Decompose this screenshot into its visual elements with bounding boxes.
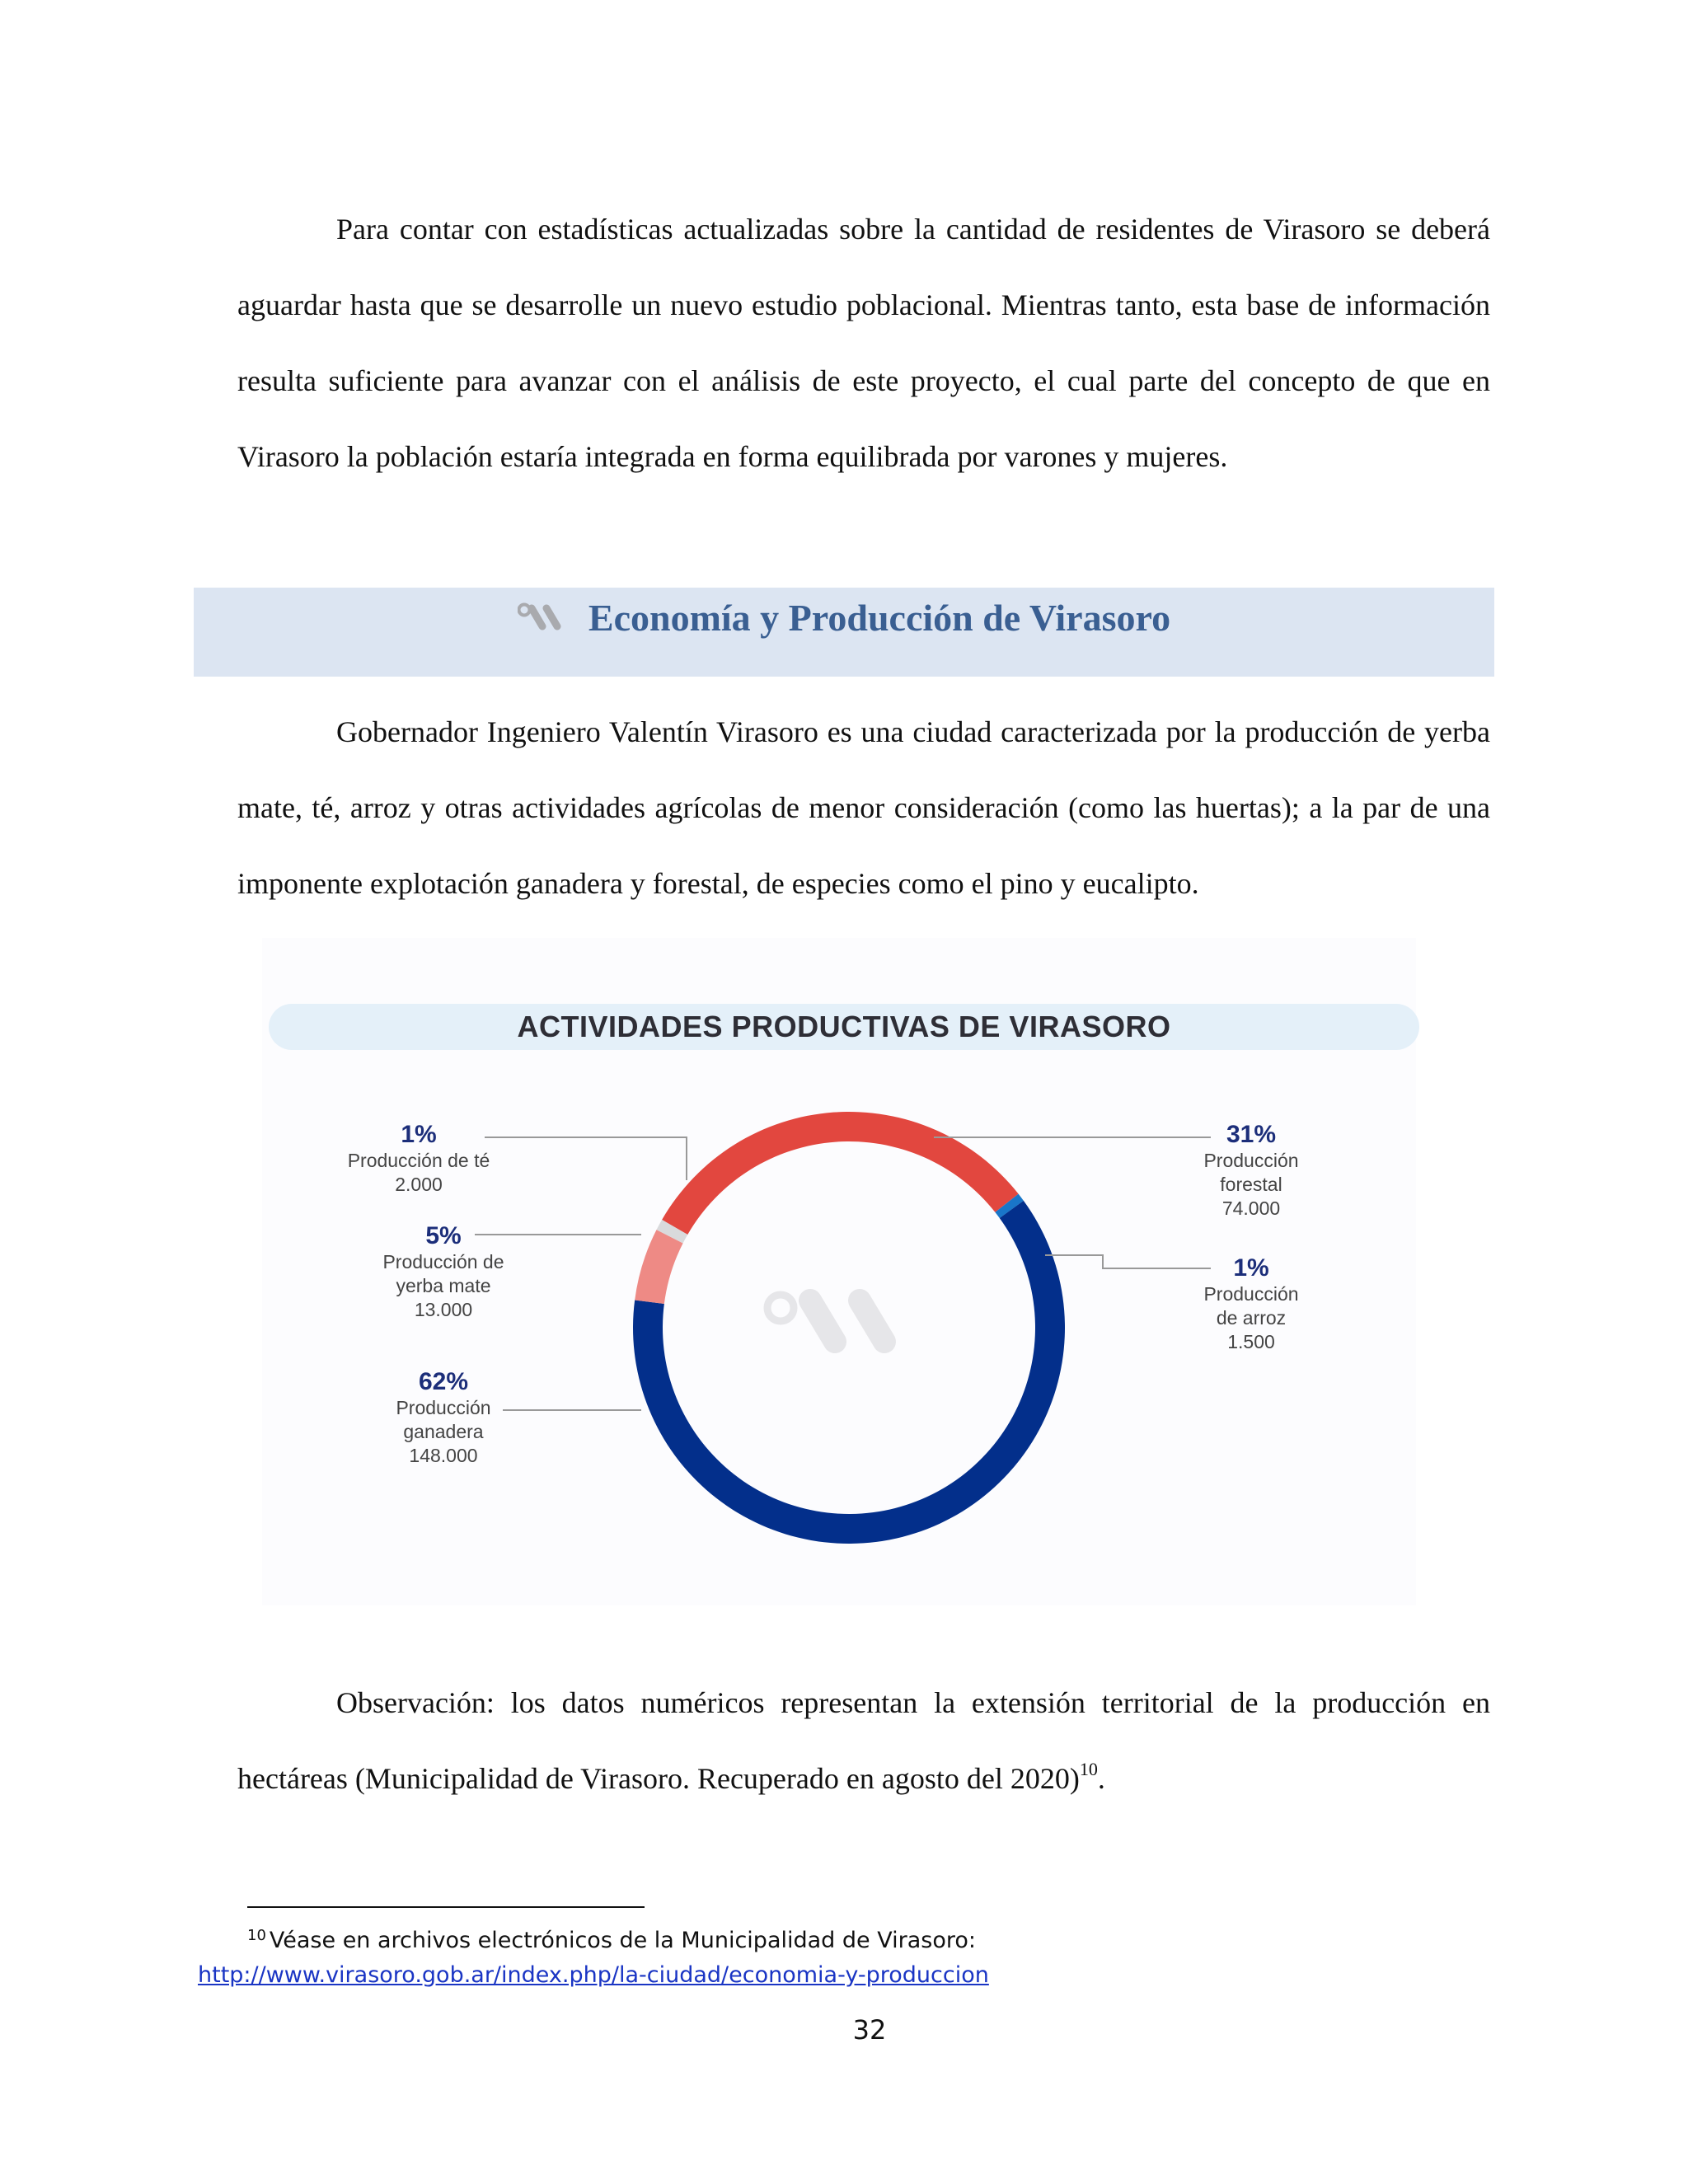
productive-activities-chart (262, 938, 1416, 1605)
footnote-text: Véase en archivos electrónicos de la Municipalidad de Virasoro: (269, 1928, 976, 1953)
label-forestal-percent: 31% (1226, 1121, 1277, 1148)
paragraph-population: Para contar con estadísticas actualizadas sobre la cantidad de residentes de Virasoro se deberá aguardar hasta que se desarrolle un nuevo estudio poblacional. Mientras tanto, esta base de información resulta suficiente para avanzar con el análisis de este proyecto, el cual parte del concepto de que en Virasoro la población estaría integrada en forma equilibrada por varones y mujeres. (237, 213, 1490, 473)
page-number: 32 (852, 2014, 887, 2046)
label-ganadera-value: 148.000 (409, 1445, 478, 1466)
label-te-name: Producción de té (347, 1150, 490, 1171)
center-logo-icon (767, 1295, 884, 1342)
label-te-percent: 1% (401, 1121, 437, 1148)
footnote-number: 10 (247, 1927, 266, 1944)
observation-text: Observación: los datos numéricos representan la extensión territorial de la producción en hectáreas (Municipalidad de Virasoro. Recuperado en agosto del 2020) (237, 1686, 1490, 1795)
brand-logo-icon (518, 602, 564, 632)
label-yerba (369, 1222, 518, 1322)
leader-line-arroz (1045, 1255, 1211, 1268)
section-title: Economía y Producción de Virasoro (588, 596, 1171, 639)
footnote-separator (247, 1906, 645, 1908)
label-yerba-value: 13.000 (414, 1299, 473, 1320)
donut-slice-producci-n-forestal (662, 1112, 1019, 1235)
chart-title-pill (269, 1004, 1419, 1050)
label-ganadera-name: Producción ganadera (396, 1397, 491, 1442)
leader-line-te (485, 1137, 687, 1180)
leader-lines (475, 1137, 1211, 1410)
paragraph-economy: Gobernador Ingeniero Valentín Virasoro es una ciudad caracterizada por la producción de yerba mate, té, arroz y otras actividades agrícolas de menor consideración (como las huertas); a la par de una imponente explotación ganadera y forestal, de especies como el pino y eucalipto. (237, 715, 1490, 900)
chart-title: ACTIVIDADES PRODUCTIVAS DE VIRASORO (517, 1010, 1171, 1043)
label-ganadera-percent: 62% (418, 1368, 469, 1395)
label-yerba-percent: 5% (425, 1222, 462, 1249)
paragraph-observation: Observación: los datos numéricos representan la extensión territorial de la producción en hectáreas (Municipalidad de Virasoro. Recuperado en agosto del 2020)$^{10}$. (237, 1686, 1490, 1795)
label-arroz (1189, 1254, 1313, 1354)
label-arroz-percent: 1% (1233, 1254, 1269, 1282)
label-yerba-name: Producción de yerba mate (382, 1251, 504, 1296)
donut-slice-producci-n-ganadera (633, 1201, 1065, 1544)
footnote (198, 1919, 1484, 1993)
label-forestal-name: Producción forestal (1203, 1150, 1299, 1195)
footnote-reference[interactable]: 10 (1079, 1759, 1098, 1779)
label-forestal-value: 74.000 (1221, 1197, 1281, 1219)
label-forestal (1189, 1121, 1313, 1221)
section-heading-band (194, 588, 1494, 677)
label-te-value: 2.000 (395, 1174, 443, 1195)
footnote-link[interactable]: http://www.virasoro.gob.ar/index.php/la-ciudad/economia-y-produccion (198, 1962, 989, 1988)
donut-slice-producci-n-de-yerba-mate (635, 1230, 682, 1304)
label-ganadera (377, 1368, 509, 1468)
label-arroz-value: 1.500 (1227, 1331, 1275, 1352)
label-arroz-name: Producción de arroz (1203, 1283, 1299, 1329)
label-te (336, 1121, 501, 1197)
